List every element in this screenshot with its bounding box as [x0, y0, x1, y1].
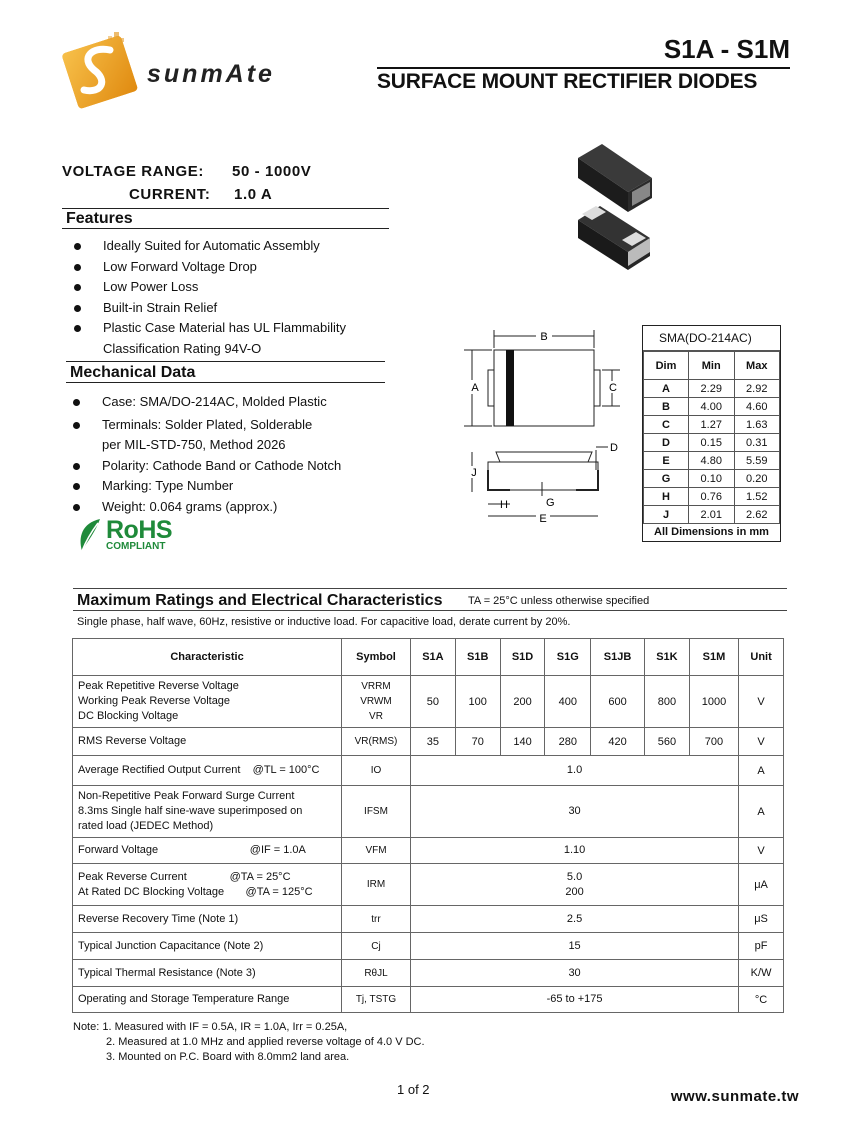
list-item	[64, 415, 394, 436]
table-header: Min	[689, 352, 735, 380]
package-image	[570, 140, 660, 280]
part-range-title: S1A - S1M	[663, 34, 790, 64]
brand-wordmark: sunmAte	[147, 60, 275, 88]
leaf-icon	[78, 517, 104, 553]
symbol-cell: RθJL	[342, 960, 411, 987]
table-row	[644, 380, 780, 398]
symbol-cell: trr	[342, 906, 411, 933]
value-cell: 600	[591, 676, 645, 728]
feature-text: Low Forward Voltage Drop	[103, 258, 257, 274]
table-header: S1A	[411, 639, 456, 676]
symbol-cell: VR(RMS)	[342, 728, 411, 756]
table-row	[644, 488, 780, 506]
value-cell: -65 to +175	[411, 987, 739, 1013]
table-header: Max	[734, 352, 780, 380]
value-cell: 400	[545, 676, 591, 728]
symbol-cell: VRRM VRWM VR	[342, 676, 411, 728]
characteristic-cell: Average Rectified Output Current @TL = 100°C	[73, 756, 342, 786]
table-row	[644, 398, 780, 416]
notes	[73, 1020, 425, 1065]
table-cell: 0.15	[689, 434, 735, 452]
symbol-cell: IO	[342, 756, 411, 786]
bullet-icon	[74, 325, 81, 332]
value-cell: 1000	[689, 676, 738, 728]
list-item	[65, 257, 395, 278]
divider	[66, 382, 385, 383]
value-cell: 2.5	[411, 906, 739, 933]
table-header: Symbol	[342, 639, 411, 676]
mechanical-list	[64, 392, 394, 517]
list-item	[64, 497, 394, 518]
sma-dimension-table	[642, 325, 781, 542]
characteristic-cell: Operating and Storage Temperature Range	[73, 987, 342, 1013]
dim-label: G	[546, 497, 555, 509]
voltage-range-value: 50 - 1000V	[232, 163, 312, 180]
voltage-range-label: VOLTAGE RANGE:	[62, 163, 205, 180]
rohs-text: RoHS	[106, 516, 173, 544]
mechanical-text: Marking: Type Number	[102, 478, 234, 493]
table-row	[73, 728, 784, 756]
value-cell: 800	[644, 676, 689, 728]
mechanical-heading: Mechanical Data	[70, 364, 196, 381]
table-row	[644, 416, 780, 434]
divider	[73, 610, 787, 611]
divider	[62, 228, 389, 229]
symbol-cell: VFM	[342, 838, 411, 864]
feature-text: Plastic Case Material has UL Flammability	[103, 320, 346, 335]
table-header: S1G	[545, 639, 591, 676]
dim-label: J	[471, 467, 477, 479]
table-row	[73, 933, 784, 960]
table-cell: B	[644, 398, 689, 416]
table-header: S1M	[689, 639, 738, 676]
sma-table-title: SMA(DO-214AC)	[643, 326, 780, 351]
bullet-icon	[73, 399, 80, 406]
unit-cell: μA	[739, 864, 784, 906]
divider	[66, 361, 385, 362]
table-cell: 4.60	[734, 398, 780, 416]
table-row	[73, 987, 784, 1013]
dim-label: H	[500, 499, 508, 511]
table-header: Dim	[644, 352, 689, 380]
divider	[73, 588, 787, 589]
table-cell: 4.80	[689, 452, 735, 470]
dim-label: E	[539, 513, 547, 525]
note-line: 2. Measured at 1.0 MHz and applied reverse voltage of 4.0 V DC.	[106, 1036, 425, 1048]
bullet-icon	[73, 483, 80, 490]
feature-text: Ideally Suited for Automatic Assembly	[103, 238, 320, 253]
unit-cell: μS	[739, 906, 784, 933]
bullet-icon	[73, 463, 80, 470]
title-rule	[377, 67, 790, 69]
unit-cell: K/W	[739, 960, 784, 987]
table-cell: 5.59	[734, 452, 780, 470]
table-cell: 2.62	[734, 506, 780, 524]
bullet-icon	[74, 305, 81, 312]
value-cell: 1.0	[411, 756, 739, 786]
website-link[interactable]: www.sunmate.tw	[670, 1088, 799, 1105]
table-cell: 1.52	[734, 488, 780, 506]
mechanical-text: Terminals: Solder Plated, Solderable	[102, 416, 313, 432]
table-cell: 4.00	[689, 398, 735, 416]
table-cell: J	[644, 506, 689, 524]
note-line: Note: 1. Measured with IF = 0.5A, IR = 1.0A, Irr = 0.25A,	[73, 1021, 348, 1033]
mechanical-text: per MIL-STD-750, Method 2026	[102, 437, 286, 452]
characteristic-cell: Non-Repetitive Peak Forward Surge Current 8.3ms Single half sine-wave superimposed on rated load (JEDEC Method)	[73, 786, 342, 838]
value-cell: 560	[644, 728, 689, 756]
bullet-icon	[74, 264, 81, 271]
table-cell: 1.63	[734, 416, 780, 434]
table-cell: 2.29	[689, 380, 735, 398]
value-cell: 70	[455, 728, 500, 756]
table-header-row	[73, 639, 784, 676]
sma-table-body	[644, 380, 780, 524]
sunmate-logo-icon	[58, 28, 148, 110]
value-cell: 35	[411, 728, 456, 756]
list-item	[65, 318, 395, 339]
symbol-cell: IFSM	[342, 786, 411, 838]
symbol-cell: Cj	[342, 933, 411, 960]
value-cell: 100	[455, 676, 500, 728]
ratings-table	[72, 638, 784, 1013]
characteristic-cell: Typical Thermal Resistance (Note 3)	[73, 960, 342, 987]
value-cell: 140	[500, 728, 545, 756]
characteristic-cell: Typical Junction Capacitance (Note 2)	[73, 933, 342, 960]
table-row	[73, 906, 784, 933]
characteristic-cell: Reverse Recovery Time (Note 1)	[73, 906, 342, 933]
list-item	[64, 476, 394, 497]
bullet-icon	[74, 243, 81, 250]
table-row	[73, 756, 784, 786]
mechanical-text: Case: SMA/DO-214AC, Molded Plastic	[102, 394, 327, 409]
features-heading: Features	[66, 210, 133, 227]
value-cell: 5.0 200	[411, 864, 739, 906]
value-cell: 50	[411, 676, 456, 728]
table-cell: 0.20	[734, 470, 780, 488]
table-cell: 2.01	[689, 506, 735, 524]
ratings-title: Maximum Ratings and Electrical Characteristics	[77, 592, 443, 609]
table-cell: 0.10	[689, 470, 735, 488]
table-row	[73, 864, 784, 906]
feature-text: Low Power Loss	[103, 279, 199, 294]
bullet-icon	[73, 504, 80, 511]
list-item	[64, 435, 394, 456]
table-row	[644, 452, 780, 470]
unit-cell: V	[739, 838, 784, 864]
current-label: CURRENT:	[129, 186, 211, 203]
characteristic-cell: RMS Reverse Voltage	[73, 728, 342, 756]
table-header: S1D	[500, 639, 545, 676]
mechanical-text: Weight: 0.064 grams (approx.)	[102, 498, 278, 514]
value-cell: 30	[411, 960, 739, 987]
table-cell: G	[644, 470, 689, 488]
table-cell: 1.27	[689, 416, 735, 434]
value-cell: 420	[591, 728, 645, 756]
feature-text: Classification Rating 94V-O	[103, 340, 262, 356]
list-item	[64, 456, 394, 477]
value-cell: 700	[689, 728, 738, 756]
table-header: Unit	[739, 639, 784, 676]
dim-label: B	[540, 331, 548, 343]
list-item	[65, 277, 395, 298]
current-value: 1.0 A	[234, 186, 273, 203]
characteristic-cell: Peak Repetitive Reverse Voltage Working Peak Reverse Voltage DC Blocking Voltage	[73, 676, 342, 728]
dim-label: D	[610, 442, 618, 454]
table-row	[644, 470, 780, 488]
unit-cell: A	[739, 756, 784, 786]
table-row	[644, 506, 780, 524]
unit-cell: A	[739, 786, 784, 838]
table-row	[73, 786, 784, 838]
mechanical-text: Polarity: Cathode Band or Cathode Notch	[102, 457, 342, 473]
table-header: S1B	[455, 639, 500, 676]
table-row	[73, 960, 784, 987]
unit-cell: °C	[739, 987, 784, 1013]
list-item	[65, 339, 395, 360]
table-header: S1K	[644, 639, 689, 676]
single-phase-note: Single phase, half wave, 60Hz, resistive or inductive load. For capacitive load, derate current by 20%.	[77, 616, 571, 628]
list-item	[65, 236, 395, 257]
unit-cell: V	[739, 676, 784, 728]
page-number: 1 of 2	[397, 1082, 430, 1097]
features-list	[65, 236, 395, 359]
divider	[62, 208, 389, 209]
table-cell: H	[644, 488, 689, 506]
symbol-cell: IRM	[342, 864, 411, 906]
ratings-table-body	[73, 676, 784, 1013]
characteristic-cell: Peak Reverse Current @TA = 25°C At Rated DC Blocking Voltage @TA = 125°C	[73, 864, 342, 906]
unit-cell: pF	[739, 933, 784, 960]
value-cell: 30	[411, 786, 739, 838]
bullet-icon	[74, 284, 81, 291]
value-cell: 1.10	[411, 838, 739, 864]
list-item	[64, 392, 394, 413]
table-cell: E	[644, 452, 689, 470]
value-cell: 280	[545, 728, 591, 756]
table-cell: 0.76	[689, 488, 735, 506]
table-row	[644, 434, 780, 452]
value-cell: 15	[411, 933, 739, 960]
list-item	[65, 298, 395, 319]
note-line: 3. Mounted on P.C. Board with 8.0mm2 land area.	[106, 1051, 350, 1063]
table-row	[73, 838, 784, 864]
table-cell: D	[644, 434, 689, 452]
table-cell: A	[644, 380, 689, 398]
symbol-cell: Tj, TSTG	[342, 987, 411, 1013]
bullet-icon	[73, 422, 80, 429]
table-header: Characteristic	[73, 639, 342, 676]
table-header: S1JB	[591, 639, 645, 676]
table-cell: 2.92	[734, 380, 780, 398]
ratings-condition: TA = 25°C unless otherwise specified	[468, 595, 650, 607]
product-subtitle: SURFACE MOUNT RECTIFIER DIODES	[377, 70, 758, 93]
sma-table-footer: All Dimensions in mm	[654, 526, 769, 538]
unit-cell: V	[739, 728, 784, 756]
table-row	[73, 676, 784, 728]
table-cell: 0.31	[734, 434, 780, 452]
dimension-drawing	[458, 326, 628, 532]
table-cell: C	[644, 416, 689, 434]
rohs-compliant-text: COMPLIANT	[106, 541, 166, 552]
feature-text: Built-in Strain Relief	[103, 299, 218, 315]
characteristic-cell: Forward Voltage @IF = 1.0A	[73, 838, 342, 864]
dim-label: C	[609, 382, 617, 394]
dim-label: A	[471, 382, 479, 394]
value-cell: 200	[500, 676, 545, 728]
